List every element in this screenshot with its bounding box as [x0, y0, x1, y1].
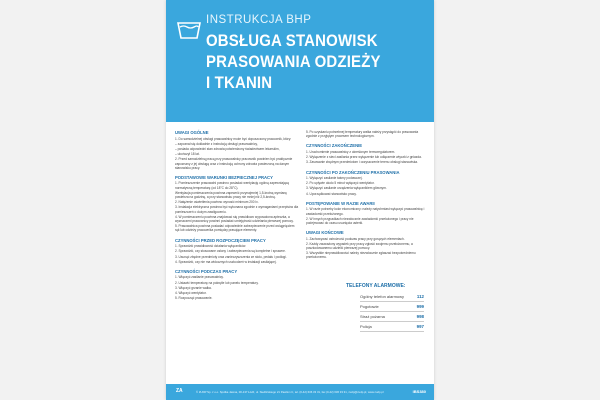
instruction-line: 5. Po uzyskaniu potrzebnej temperatury wałka należy przystąpić do prasowania zgodnie z przyjętym procesem technologicznym.	[306, 130, 419, 139]
instruction-line: 3. Usunąć zbędne przedmioty oraz zanieczyszczenia ze stołu, pedału i podłogi.	[175, 254, 287, 259]
instruction-line: 1. Uruchomienie prasowalnicy z określonym termoregulatorem.	[306, 149, 396, 154]
title-line: I TKANIN	[206, 73, 273, 92]
section	[175, 130, 299, 170]
section	[306, 170, 430, 196]
instruction-sheet	[166, 0, 434, 400]
instruction-line: 1. Pomieszczenie prasowalni powinno posiadać wentylację ogólną zapewniającą normatywną temperaturę (od 18°C do 28°C).	[175, 181, 289, 190]
section	[306, 130, 430, 138]
instruction-line: – ukończył 18 lat.	[175, 152, 200, 157]
instruction-line: 2. Po upływie około 5 minut wyłączyć wentylator.	[306, 181, 375, 186]
section-heading: UWAGI OGÓLNE	[175, 130, 209, 135]
left-column	[175, 130, 299, 305]
phone-number: 112	[416, 294, 424, 299]
right-column	[306, 130, 430, 265]
instruction-line: 2. Sprawdzić, czy stosowane osłony i zabezpieczenia są kompletne i sprawne.	[175, 249, 286, 254]
section	[306, 201, 430, 225]
title-line: PRASOWANIA ODZIEŻY	[206, 52, 381, 71]
section-heading: PODSTAWOWE WARUNKI BEZPIECZNEJ PRACY	[175, 174, 273, 180]
phone-number: 997	[416, 324, 424, 329]
instruction-line: 4. Włączyć wentylator.	[175, 291, 207, 296]
phone-row	[360, 302, 424, 312]
section-heading: CZYNNOŚCI PRZED ROZPOCZĘCIEM PRACY	[175, 237, 266, 243]
instruction-line: 2. W innych przypadkach niezwłocznie zawiadomić przełożonego i pracy nie podejmować do czasu usunięcia usterki.	[306, 216, 414, 225]
instruction-line: 3. Wszystkie nieprawidłowości należy niezwłocznie zgłaszać bezpośredniemu przełożonemu.	[306, 251, 416, 260]
phone-number: 999	[416, 304, 424, 309]
section	[175, 175, 299, 233]
instruction-line: 2. Natężenie oświetlenia powinno wynosić minimum 200 lx.	[175, 200, 259, 205]
instruction-line: 3. Wyłączyć zasilanie urządzenia wyłącznikiem głównym.	[306, 186, 387, 191]
instruction-line: 1. Do samodzielnej obsługi prasowalnicy może być dopuszczony pracownik, który:	[175, 136, 292, 141]
instruction-line: 5. Rozpocząć prasowanie.	[175, 296, 213, 301]
wash-basin-icon	[176, 18, 202, 40]
instruction-line: 1. Sprawdzić prawidłowość działania wyłączników.	[175, 244, 247, 249]
instruction-line: 3. Instalacja elektryczna powinna być wykonana zgodnie z wymaganiami przepisów dla pomieszczeń o dużym zawilgoceniu.	[175, 205, 299, 214]
section-heading: POSTĘPOWANIE W RAZIE AWARII	[306, 200, 375, 206]
section-heading: CZYNNOŚCI ZAKOŃCZENIE	[306, 143, 363, 149]
section	[175, 238, 299, 264]
instruction-line: 1. Zachowywać ostrożność podczas pracy przy gorących elementach.	[306, 236, 405, 241]
instruction-line: 4. Uporządkować stanowisko pracy.	[306, 191, 357, 196]
phone-label: Policja	[360, 324, 372, 329]
instruction-line: 1. W razie potrzeby kolor ekonomiczny: należy natychmiast wyłączyć prasowalnicę i zawiadomić przełożonego.	[306, 207, 425, 216]
instruction-line: 2. Każdy zauważony wypadek przy pracy zgłosić swojemu przełożonemu, a poszkodowanemu udzielić pierwszej pomocy.	[306, 241, 413, 251]
title-line: OBSŁUGA STANOWISK	[206, 31, 378, 50]
phone-label: Ogólny telefon alarmowy	[360, 294, 405, 299]
instruction-line: 2. Ustawić temperaturę na pokrętle lub panelu temperatury.	[175, 280, 259, 285]
header-banner	[166, 0, 434, 122]
instruction-line: – posiada odpowiedni stan zdrowia potwierdzony świadectwem lekarskim,	[175, 146, 280, 151]
footer-bar	[166, 384, 434, 400]
instruction-line: 2. Przed samodzielną pracą przy prasowalnicy pracownik powinien być praktycznie zapoznany z jej obsługą oraz z instrukcją ochrony zdrowia powierzoną na danym stanowisku pracy.	[175, 157, 293, 170]
phone-row	[360, 292, 424, 302]
publisher-logo: ZA	[176, 388, 183, 394]
footer-text: © ZUDP Sp. z o.o. Spółka Jawna, 00-137 Łódź, ul. Siedlińskiego 21 Pawilon C, tel. (0-42) 636 33 31, fax (0-42) 636 33 31, zudp@zudp.pl, www.zudp.pl	[196, 390, 384, 394]
instruction-line: 4. W pomieszczeniu powinna znajdować się prawidłowo wyposażona apteczka, a wyznaczeni pracownicy powinni posiadać umiejętność udzielania pierwszej pomocy.	[175, 214, 294, 224]
section	[306, 143, 430, 164]
instruction-line: 1. Włączyć zasilanie prasowalnicy.	[175, 275, 224, 280]
content-columns	[166, 130, 434, 370]
document-subtitle: INSTRUKCJA BHP	[206, 14, 312, 26]
instruction-line: – zapoznał się dokładnie z instrukcją obsługi prasowalnicy,	[175, 141, 258, 146]
phones-heading: TELEFONY ALARMOWE:	[346, 283, 406, 289]
phone-number: 998	[416, 314, 424, 319]
instruction-line: 5. Prasowalnica powinna posiadać odpowiednie zabezpieczenie przed wciągnięciem rąk lub odzieży pracownika pomiędzy prasujące elementy.	[175, 224, 295, 233]
instruction-line: 2. Wyłączenie z sieci zasilania przez wyłączenie lub odłączenie wtyczki z gniazda.	[306, 155, 422, 160]
emergency-phones	[306, 283, 424, 332]
instruction-line: 3. Włączyć grzanie wałka.	[175, 285, 212, 290]
section	[175, 269, 299, 301]
section-heading: CZYNNOŚCI PODCZAS PRACY	[175, 268, 238, 274]
instruction-line: 3. Zasowanie zbędnym przedmiotom i oczyszczenie terenu obsługi stanowiska.	[306, 160, 418, 165]
section-heading: CZYNNOŚCI PO ZAKOŃCZENIU PRASOWANIA	[306, 169, 400, 175]
phone-row	[360, 322, 424, 332]
section	[306, 230, 430, 260]
instruction-line: 4. Sprawdzić, czy nie ma widocznych uszkodzeń w instalacji zasilającej.	[175, 259, 277, 264]
section-heading: UWAGI KOŃCOWE	[306, 230, 344, 236]
phone-label: Pogotowie	[360, 304, 379, 309]
instruction-line: Wentylacja pomieszczenia powinna zapewnić przynajmniej 1,5-krotną wymianę powietrza na godzinę, a przy stanowisku pracy nie mniej niż 2,5-krotną.	[175, 190, 287, 200]
document-code: IBS380	[412, 389, 426, 394]
phone-label: Straż pożarna	[360, 314, 385, 319]
phone-row	[360, 312, 424, 322]
document-title	[206, 30, 400, 93]
instruction-line: 1. Wyłączyć zasilanie taśmy podawczej.	[306, 176, 363, 181]
